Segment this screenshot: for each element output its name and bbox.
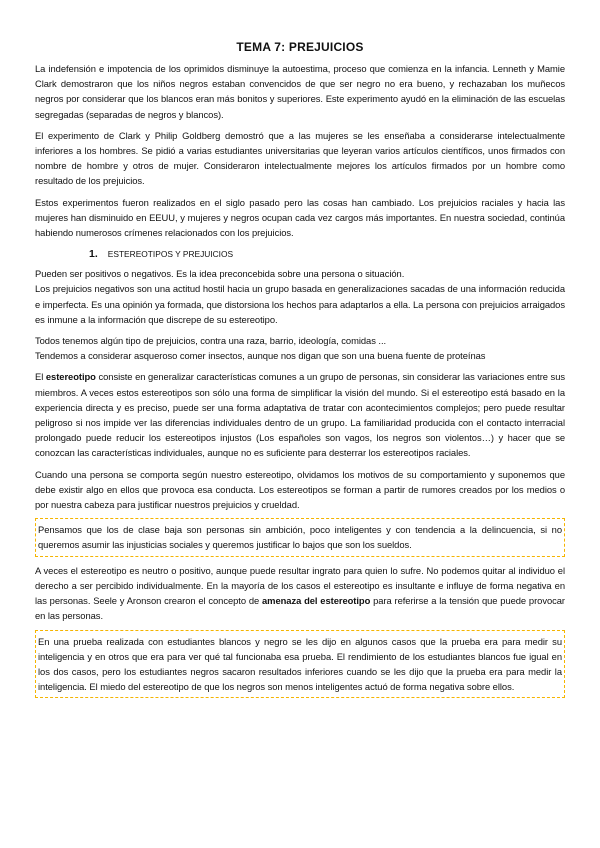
example-box-2 [35,630,565,699]
threat-paragraph [35,563,565,624]
stereotype-paragraph [35,369,565,460]
behavior-paragraph: Cuando una persona se comporta según nuestro estereotipo, olvidamos los motivos de su comportamiento y suponemos que debe existir algo en ellos que provoca esa conducta. Los estereotipos se forman a partir de rumores creados por los medios o por nuestra cabeza para justificar nuestros prejuicios y crueldad. [35,468,565,511]
threat-lead: A veces el estereotipo es neutro o positivo, aunque puede resultar ingrato para quien lo sufre. No podemos quitar al individuo el derecho a ser percibido individualmente. En la mayoría de los casos el estereotipo es insultante e influye de forma negativa en las personas. Seele y Aronson crearon el concepto de [35,564,565,607]
everyone-prejudice-paragraph: Todos tenemos algún tipo de prejuicios, contra una raza, barrio, ideología, comidas ... [35,335,387,347]
example-box-1 [35,518,565,556]
stereotype-body: consiste en generalizar características comunes a un grupo de personas, sin considerar las variaciones entre sus miembros. A veces estos estereotipos son sólo una forma de simplificar la visión del mundo. Si el estereotipo está basado en la experiencia directa y es preciso, puede ser una forma adaptativa de tratar con acontecimientos complejos; pero puede resultar peligroso si nos impide ver las diferencias individuales dentro de un grupo. La familiaridad producida con el contacto interracial prolongado puede reducir los estereotipos injustos (Los españoles son vagos, los negros son violentos…) y hacer que se conozcan las características individuales, aunque no es suficiente para desterrar los estereotipos raciales. [35,371,565,459]
page-title: TEMA 7: PREJUICIOS [236,40,364,54]
intro-paragraph-2: El experimento de Clark y Philip Goldberg demostró que a las mujeres se les enseñaba a considerarse intelectualmente inferiores a los hombres. Se pidió a varias estudiantes universitarias que leyeran varios artículos científicos, unos firmados con nombre de hombre y otros de mujer. Consideraron intelectualmente mejores los artículos firmados por un hombre como resultado de los prejuicios. [35,129,565,187]
example-box-1-text: Pensamos que los de clase baja son personas sin ambición, poco inteligentes y con tendencia a la delincuencia, si no queremos asumir las injusticias sociales y queremos justificar lo bajos que son los sueldos. [38,524,562,551]
intro-paragraph-3: Estos experimentos fueron realizados en el siglo pasado pero las cosas han cambiado. Los prejuicios raciales y hacia las mujeres han disminuido en EEUU, y mujeres y negros ocupan cada vez cargos más importantes. En nuestra sociedad, continúa habiendo numerosos crímenes relacionados con los prejuicios. [35,196,565,239]
section-number: 1. [89,248,98,261]
document-page [35,40,565,704]
threat-body: para referirse a la tensión que puede provocar en las personas. [35,595,565,622]
threat-term: amenaza del estereotipo [262,595,371,607]
intro-paragraph-1: La indefensión e impotencia de los oprimidos disminuye la autoestima, proceso que comienza en la infancia. Lenneth y Mamie Clark demostraron que los niños negros estaban convencidos de que ser negro no era bueno, y rechazaban los muñecos negros por considerar que los blancos eran más bonitos y superiores. Este experimento ayudó en la eliminación de las escuelas segregadas (separadas de negros y blancos). [35,63,565,120]
example-box-2-text: En una prueba realizada con estudiantes blancos y negro se les dijo en algunos casos que la prueba era para medir su inteligencia y en otros que era para ver qué tal funcionaba esa prueba. El rendimiento de los estudiantes blancos fue igual en los dos casos, pero los estudiantes negros sacaron resultados inferiores cuando se les dijo que la prueba era para medir la inteligencia. El miedo del estereotipo de que los negros son menos inteligentes actuó de forma negativa sobre ellos. [38,635,562,693]
negative-prejudice-paragraph: Los prejuicios negativos son una actitud hostil hacia un grupo basada en generalizaciones sacadas de una información reducida e imperfecta. Es una opinión ya formada, que distorsiona los hechos para adaptarlos a ella. La persona con prejuicios arraigados es inmune a la información que discrepe de su estereotipo. [35,283,565,325]
insects-paragraph: Tendemos a considerar asqueroso comer insectos, aunque nos digan que son una buena fuente de proteínas [35,350,486,362]
section-heading [89,248,565,260]
definition-paragraph: Pueden ser positivos o negativos. Es la idea preconcebida sobre una persona o situación. [35,268,405,280]
stereotype-term: estereotipo [45,371,96,383]
stereotype-lead: El [35,371,46,383]
section-title: ESTEREOTIPOS Y PREJUICIOS [107,249,234,260]
